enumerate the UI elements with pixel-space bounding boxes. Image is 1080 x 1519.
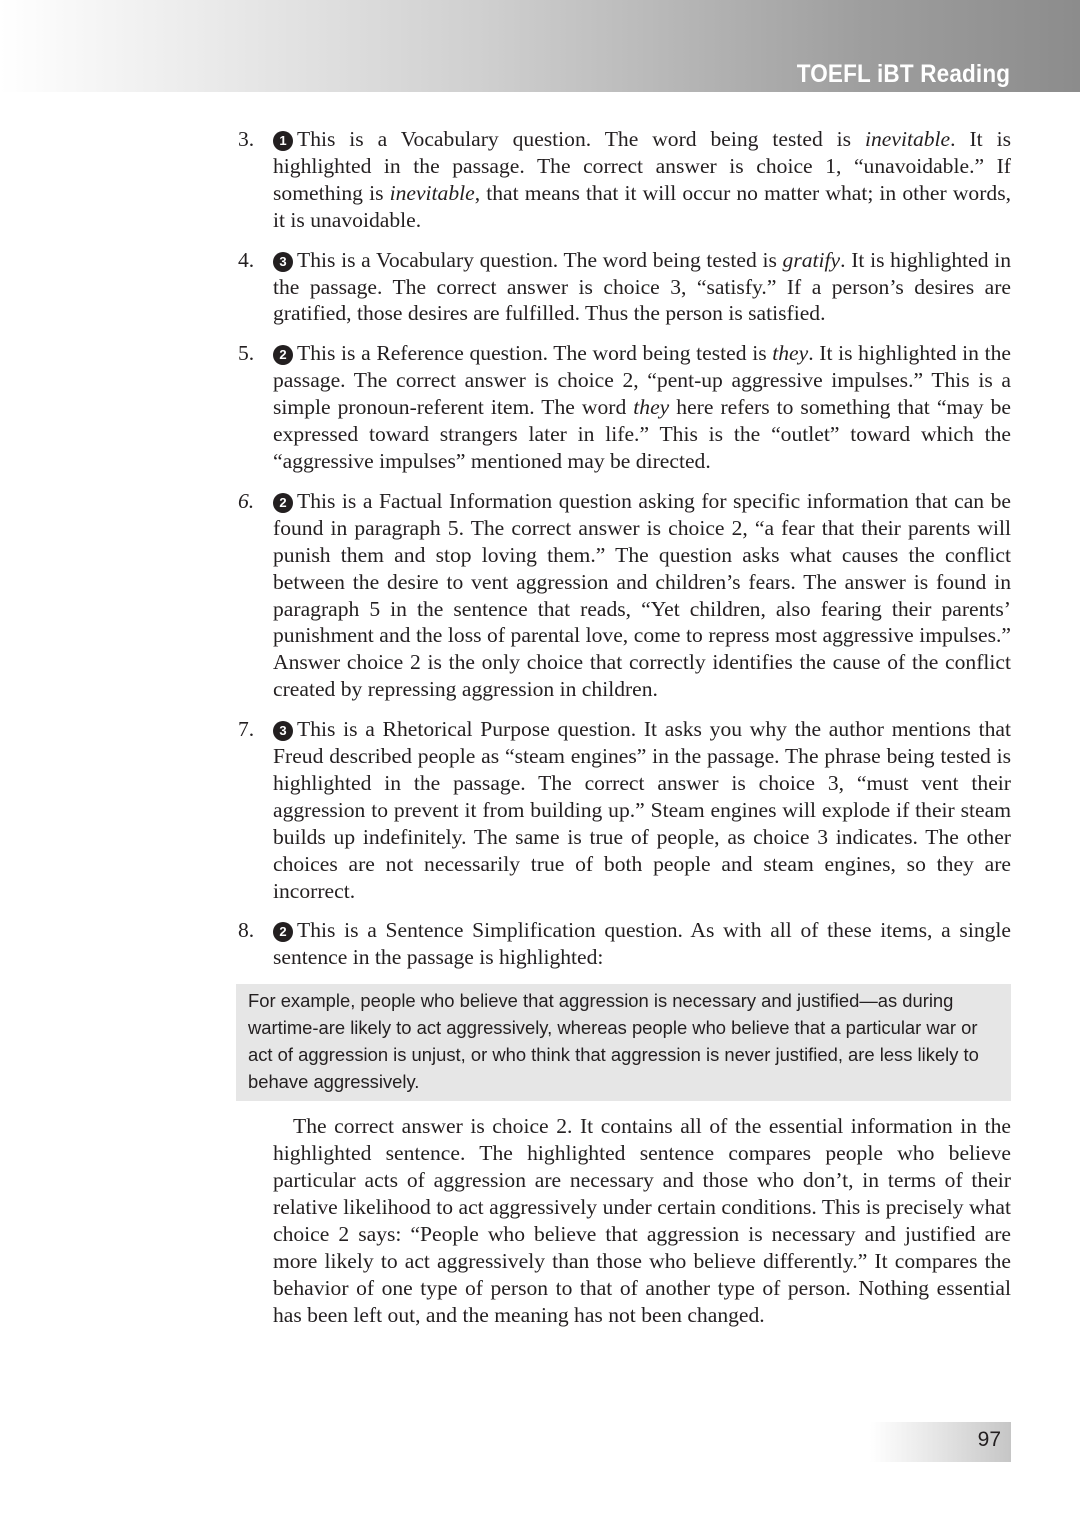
answer-item-7	[236, 716, 1011, 904]
item-text: This is a Sentence Simplification question. As with all of these items, a single sentence in the passage is highlighted:	[273, 918, 1011, 970]
answer-choice-badge: 1	[273, 131, 293, 151]
item-number: 7.	[238, 717, 255, 742]
answer-item-8	[236, 917, 1011, 971]
answer-choice-badge: 3	[273, 252, 293, 272]
item-text: This is a Factual Information question asking for specific information that can be found in paragraph 5. The correct answer is choice 2, “a fear that their parents will punish them and stop loving them.” The question asks what causes the conflict between the desire to vent aggression and children’s fears. The answer is found in paragraph 5 in the sentence that reads, “Yet children, also fearing their parents’ punishment and the loss of parental love, come to repress most aggressive impulses.” Answer choice 2 is the only choice that correctly identifies the cause of the conflict created by repressing aggression in children.	[273, 488, 1011, 702]
tested-word: inevitable	[865, 127, 951, 151]
answer-item-6	[236, 488, 1011, 703]
header-band	[0, 0, 1080, 92]
item-text: . It is highlighted in the passage. The correct answer is choice 3, “satisfy.” If a person’s desires are gratified, those desires are fulfilled. Thus the person is satisfied.	[273, 247, 1011, 326]
answer-choice-badge: 2	[273, 922, 293, 942]
footer-band	[870, 1422, 1011, 1462]
item-text: This is a Rhetorical Purpose question. It asks you why the author mentions that Freud described people as “steam engines” in the passage. The phrase being tested is highlighted in the passage. The correct answer is choice 3, “must vent their aggression to prevent it from building up.” Steam engines will explode if their steam builds up indefinitely. The same is true of people, as choice 3 indicates. The other choices are not necessarily true of both people and steam engines, so they are incorrect.	[273, 717, 1011, 903]
answer-item-5	[236, 340, 1011, 475]
explanation-paragraph: The correct answer is choice 2. It contains all of the essential information in the highlighted sentence. The highlighted sentence compares people who believe particular acts of aggression are necessary and those who don’t, in terms of their relative likelihood to act aggressively under certain conditions. This is precisely what choice 2 says: “People who believe that aggression is necessary and justified are more likely to act aggressively than those who believe differently.” It compares the behavior of one type of person to that of another type of person. Nothing essential has been left out, and the meaning has not been changed.	[273, 1114, 1011, 1327]
page-content	[236, 126, 1011, 1329]
answer-item-3	[236, 126, 1011, 234]
item-number: 4.	[238, 247, 255, 272]
item-text: here refers to something that “may be expressed toward strangers later in life.” This is the “outlet” toward which the “aggressive impulses” mentioned may be directed.	[273, 395, 1011, 473]
tested-word: they	[633, 395, 670, 420]
answer-choice-badge: 2	[273, 493, 293, 513]
highlighted-sentence-box: For example, people who believe that aggression is necessary and justified—as during wartime-are likely to act aggressively, whereas people who believe that a particular war or act of aggression is unjust, or who think that aggression is never justified, are less likely to behave aggressively.	[236, 984, 1011, 1101]
running-head-title: TOEFL iBT Reading	[796, 60, 1010, 88]
item-text: . It is highlighted in the passage. The correct answer is choice 1, “unavoidable.” If something is	[273, 127, 1011, 205]
tested-word: they	[772, 341, 809, 366]
item-text: This is a Vocabulary question. The word being tested is	[297, 247, 783, 272]
item-number: 3.	[238, 127, 255, 151]
item-text: This is a Vocabulary question. The word being tested is	[297, 127, 865, 151]
answer-item-4	[236, 247, 1011, 328]
item-text: , that means that it will occur no matter what; in other words, it is unavoidable.	[273, 180, 1011, 232]
item-number: 5.	[238, 341, 255, 366]
answer-choice-badge: 2	[273, 345, 293, 365]
item-text: . It is highlighted in the passage. The correct answer is choice 2, “pent-up aggressive impulses.” This is a simple pronoun-referent item. The word	[273, 341, 1011, 420]
item-text: This is a Reference question. The word being tested is	[297, 341, 773, 366]
item-number: 8.	[238, 918, 255, 943]
answer-choice-badge: 3	[273, 721, 293, 741]
tested-word: inevitable	[389, 180, 475, 205]
tested-word: gratify	[782, 247, 841, 272]
item-number: 6.	[238, 488, 255, 513]
page-number: 97	[977, 1428, 1001, 1451]
